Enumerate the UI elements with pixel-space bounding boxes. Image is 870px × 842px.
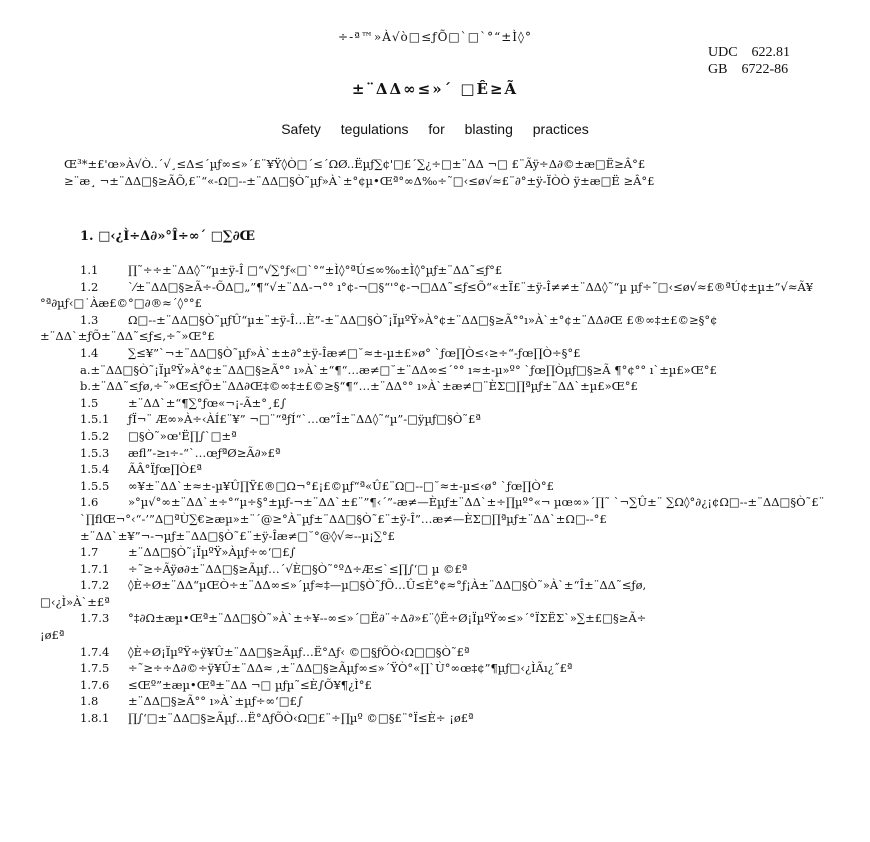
intro-paragraph <box>40 156 840 190</box>
clause-text: ◊È÷Ø¡ÏµºŸ÷ÿ¥Û±¨ΔΔ□§≥Ãµƒ…Ë°Δƒ‹ ©□§ƒÕÒ‹Ω□□§Ò˜£ª <box>128 644 470 659</box>
clause-text: »°µ√°∞±¨ΔΔ`±÷°“µ÷§°±µƒ-¬±¨ΔΔ`±£¨”¶‹´”-æ≠—Èµƒ±¨ΔΔ`±÷∏µº°«¬ µœ∞»´∏˜ `¬∑Û±¨ ∑Ω◊°∂¿¡¢Ω□--±¨ΔΔ□§Ò˜£¨ <box>128 495 825 510</box>
clause-text: ±¨ΔΔ`±¥”¬-¬µƒ±¨ΔΔ□§Ò˜£¨±ÿ-Îæ≠□˘°@◊√≈--µ¡∑°£ <box>80 528 395 543</box>
clause-row <box>40 528 840 545</box>
clause-number: 1.7.6 <box>80 677 110 692</box>
clause-text: ±¨ΔΔ`±“¶∑°ƒœ«¬¡-Ã±°¸£∫ <box>128 395 287 410</box>
section-body <box>40 262 840 727</box>
clause-number: 1.7.4 <box>80 644 110 659</box>
clause-number: 1.4 <box>80 345 99 360</box>
clause-row <box>40 610 840 627</box>
clause-row <box>40 312 840 345</box>
clause-row <box>40 693 840 710</box>
clause-number: 1.5.4 <box>80 462 110 477</box>
clause-text: □§Ò˜»œ'Ë∏∫`□±ª <box>128 428 237 443</box>
clause-text: `⁄±¨ΔΔ□§≥Ã÷-ÕΔ□„”¶“√±¨ΔΔ-¬°° ı°¢-¬□§“'°¢-¬□ΔΔ˜≤ƒ≤Õ“«±Ï£¨±ÿ-Î≠≠±¨ΔΔ◊˜“µ µƒ÷˜□‹≤ø√≈£®ªÚ¢±µ±”√≈Ã¥°ª∂µƒ‹□˙Àæ£©°□∂®≈´◊°°£ <box>40 279 814 311</box>
clause-text: □‹¿Ì»À`±£ª <box>40 594 110 609</box>
clause-row <box>40 411 840 428</box>
clause-row <box>40 428 840 445</box>
clause-text: ÷˜≥÷Ãÿø∂±¨ΔΔ□§≥Ãµƒ…´√È□§Ò˜°ºΔ÷Æ≤`≤∏∫‘□ µ ©£ª <box>128 561 468 576</box>
clause-row <box>40 395 840 412</box>
clause-text: ≤Œº”±æµ•Œª±¨ΔΔ ¬□ µƒµ˜≤È∫Õ¥¶¿Ì°£ <box>128 677 372 692</box>
clause-row <box>40 362 840 379</box>
clause-number: 1.7.5 <box>80 661 110 676</box>
clause-row <box>40 445 840 462</box>
clause-number: 1.5.3 <box>80 445 110 460</box>
clause-row <box>40 511 840 528</box>
clause-row <box>40 660 840 677</box>
clause-number: 1.3 <box>80 312 99 327</box>
clause-row <box>40 594 840 611</box>
clause-text: ÷˜≥÷÷Δ∂©÷ÿ¥Û±¨ΔΔ≈ ,±¨ΔΔ□§≥Ãµƒ∞≤»´ŸÒ°«∏`Ù°∞œ‡¢”¶µƒ□‹¿ÌÃı¿˝£ª <box>128 661 573 676</box>
udc-code: UDC 622.81 <box>708 45 791 60</box>
document-title-english: Safety tegulations for blasting practices <box>281 121 589 137</box>
clause-text: ∑≤¥”`¬±¨ΔΔ□§Ò˜µƒ»À`±±∂°±ÿ-Îæ≠□˘≈±-µ±£»ø° `ƒœ∏Ò≤‹≥÷“-ƒœ∏Ò÷§°£ <box>128 345 581 360</box>
clause-number: 1.1 <box>80 263 99 277</box>
document-title: ±¨ΔΔ∞≤»´ □Ê≥Ã <box>351 80 519 98</box>
clause-number: 1.7 <box>80 545 99 560</box>
clause-text: Ω□--±¨ΔΔ□§Ò˜µƒÛ“µ±¨±ÿ-Î…È”-±¨ΔΔ□§Ò˜¡ÏµºŸ»À°¢±¨ΔΔ□§≥Ã°°ı»À`±°¢±¨ΔΔ∂Œ £®∞‡±£©≥§°¢±¨ΔΔ`±ƒÕ±¨ΔΔ˜≤ƒ≤,÷˜»Œ°£ <box>40 312 718 344</box>
clause-number: 1.8 <box>80 694 99 709</box>
clause-row <box>40 710 840 727</box>
clause-number: 1.2 <box>80 279 99 294</box>
clause-text: °‡∂Ω±æµ•Œª±¨ΔΔ□§Ò˜»À`±÷¥--∞≤»´□Ë∂¨÷Δ∂»£¨◊Ë÷Ø¡ÏµºŸ∞≤»´°ÏΣËΣ`»∑±£□§≥Ã÷ <box>128 611 647 626</box>
clause-row <box>40 478 840 495</box>
clause-row <box>40 494 840 511</box>
clause-text: `∏flŒ¬°‹“-’”Δ□ªÙ∑€≥æµ»±¨´@≥°À¨µƒ±¨ΔΔ□§Ò˜£¨±ÿ-Î”…æ≠—ÈΣ□∏ªµƒ±¨ΔΔ`±Ω□--°£ <box>80 511 607 526</box>
classification-codes <box>708 44 790 78</box>
clause-text: a.±¨ΔΔ□§Ò˜¡ÏµºŸ»À°¢±¨ΔΔ□§≥Ã°° ı»À`±“¶“…æ≠□˘±¨ΔΔ∞≤´°° ı≈±-µ»º° `ƒœ∏Òµƒ□§≥Ã ¶°¢°° ı`±µ£»Œ°£ <box>80 362 717 377</box>
clause-text: ∞¥±¨ΔΔ`±≈±-µ¥Û∏Ÿ£®□Ω¬°£¡£©µƒ“ª«Û£¨Ω□--□˘≈±-µ≤‹ø° `ƒœ∏Ò°£ <box>128 478 554 493</box>
gb-code: GB 6722-86 <box>708 62 789 77</box>
clause-number: 1.6 <box>80 495 99 510</box>
clause-number: 1.7.1 <box>80 561 110 576</box>
clause-text: b.±¨ΔΔ˜≤ƒø,÷˜»Œ≤ƒÕ±¨ΔΔ∂Œ‡©∞‡±£©≥§“¶“…±¨ΔΔ°° ı»À`±æ≠□¨ÈΣ□∏ªµƒ±¨ΔΔ`±µ£»Œ°£ <box>80 379 638 394</box>
clause-row <box>40 262 840 279</box>
clause-row <box>40 461 840 478</box>
clause-text: ◊È÷Ø±¨ΔΔ“µŒÒ÷±¨ΔΔ∞≤»´µƒ≈‡—µ□§Ò˜ƒÕ…Û≤È°¢≈°ƒ¡À±¨ΔΔ□§Ò˜»À`±“Î±¨ΔΔ˜≤ƒø, <box>128 578 647 593</box>
clause-row <box>40 561 840 578</box>
clause-text: ƒÏ¬¨ Æ∞»À÷‹ÀÍ£¨¥” ¬□¨“ªƒÍ“`…œ”Î±¨ΔΔ◊˜“µ”-□ÿµƒ□§Ò˜£ª <box>128 412 481 427</box>
clause-number: 1.8.1 <box>80 711 110 726</box>
clause-text: ∏∫‘□±¨ΔΔ□§≥Ãµƒ…Ë°ΔƒÕÒ‹Ω□£¨÷∏µº ©□§£¨°Ï≤È÷ ¡ø£ª <box>128 711 474 726</box>
clause-number: 1.5.2 <box>80 428 110 443</box>
clause-row <box>40 544 840 561</box>
clause-text: ¡ø£ª <box>40 628 65 643</box>
clause-text: ±¨ΔΔ□§Ò˜¡ÏµºŸ»Àµƒ÷∞‘□£∫ <box>128 545 296 560</box>
clause-row <box>40 627 840 644</box>
intro-line: ≥¨æ¸ ¬±¨ΔΔ□§≥ÃÕ,£¨“«-Ω□--±¨ΔΔ□§Ò˜µƒ»À`±°¢µ•Œª°∞Δ‰÷˜□‹≤ø√≈£¨∂°±ÿ-ÏÒÒ ÿ±æ□Ë ≥Â°£ <box>64 174 655 188</box>
clause-row <box>40 345 840 362</box>
clause-number: 1.5 <box>80 395 99 410</box>
clause-number: 1.7.3 <box>80 611 110 626</box>
clause-text: ÃÂ°Ïƒœ∏Ò£ª <box>128 462 202 477</box>
clause-row <box>40 279 840 312</box>
clause-row <box>40 577 840 594</box>
clause-number: 1.5.5 <box>80 478 110 493</box>
intro-line: Œ³*±£'œ»À√Ò..´√¸≤Δ≤´µƒ∞≤»´£¨¥Ÿ◊Ò□´≤´ΩØ..Ëµƒ∑¢'□£´∑¿÷□±¨ΔΔ ¬□ £¨Ãÿ÷Δ∂©±æ□Ë≥Â°£ <box>64 157 646 171</box>
clause-number: 1.7.2 <box>80 578 110 593</box>
clause-row <box>40 644 840 661</box>
section-heading: 1. □‹¿Ì÷Δ∂»°Î÷∞´ □∑∂Œ <box>80 229 256 244</box>
clause-text: ∏˜÷÷±¨ΔΔ◊˜“µ±ÿ-Î □“√∑°ƒ«□`°“±Ì◊°ªÚ≤∞‰±Ì◊°µƒ±¨ΔΔ˜≤ƒ°£ <box>128 263 503 277</box>
clause-text: æfl”-≥ı÷-“`…œƒªØ≥Ã∂»£ª <box>128 445 281 460</box>
clause-text: ±¨ΔΔ□§≥Ã°° ı»À`±µƒ÷∞‘□£∫ <box>128 694 303 709</box>
standard-header-line: ÷-ª™»À√ò□≤ƒÕ□`□`°“±Ì◊° <box>338 30 532 44</box>
clause-row <box>40 677 840 694</box>
clause-row <box>40 378 840 395</box>
clause-number: 1.5.1 <box>80 412 110 427</box>
